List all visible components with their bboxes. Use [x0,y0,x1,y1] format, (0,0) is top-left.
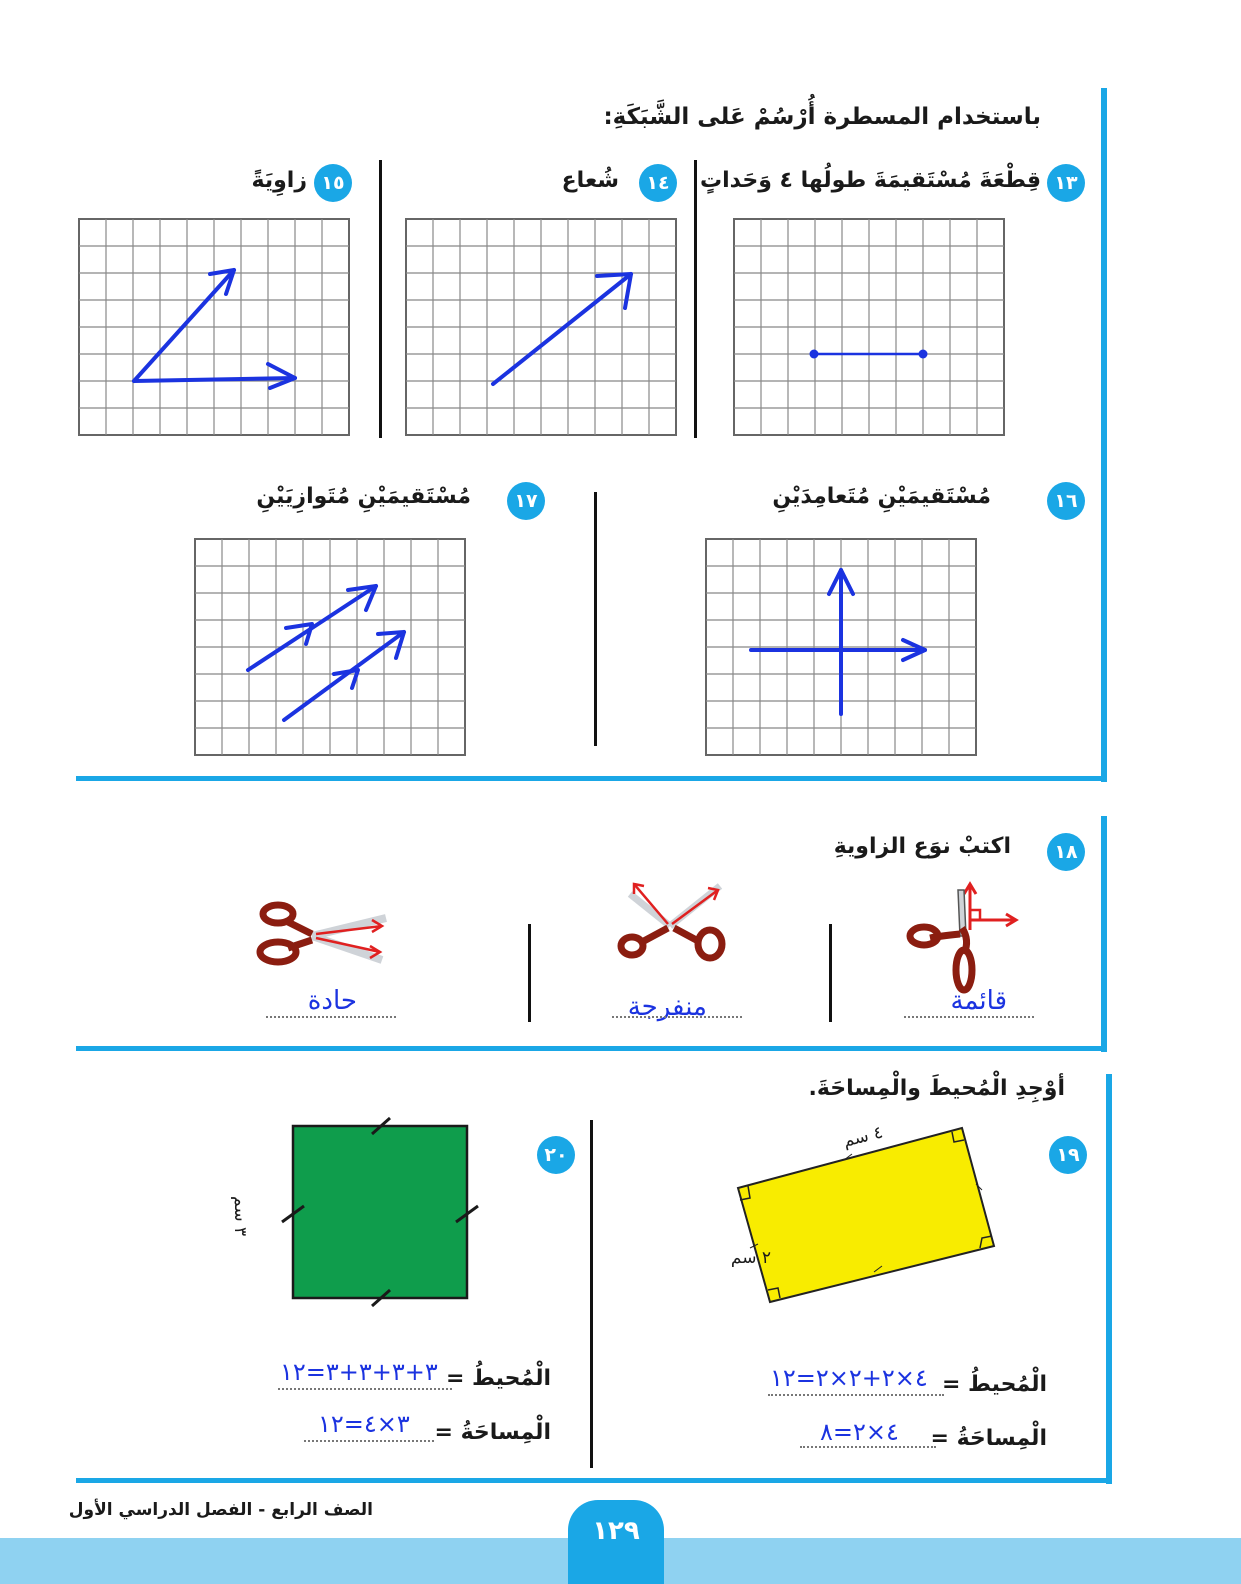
frame-right-3 [1106,1074,1112,1484]
item14-label: شُعاع [561,168,619,193]
perimeter-label-19: الْمُحيطُ = [941,1372,1047,1397]
frame-right-2 [1101,816,1107,1052]
frame-bottom-1 [76,776,1107,781]
answer-line [304,1440,434,1442]
divider [594,492,597,746]
answer-line [768,1394,944,1396]
scissors-obtuse-image [612,880,732,970]
badge-18: ١٨ [1047,833,1085,871]
badge-16: ١٦ [1047,482,1085,520]
perimeter-answer-19[interactable]: ٤×٢+٢×٢=١٢ [770,1364,928,1392]
badge-13: ١٣ [1047,164,1085,202]
yellow-rectangle [734,1124,1004,1304]
grid-15[interactable] [78,218,350,436]
answer-acute: حادة [307,986,357,1016]
grid-17[interactable] [194,538,466,756]
grid-14[interactable] [405,218,677,436]
answer-line [800,1446,936,1448]
answer-line[interactable] [904,1016,1034,1018]
perimeter-answer-20[interactable]: ٣+٣+٣+٣=١٢ [280,1358,438,1386]
answer-line [278,1388,452,1390]
frame-bottom-3 [76,1478,1112,1483]
segment-endpoint [810,350,819,359]
segment-endpoint [919,350,928,359]
page-number: ١٢٩ [592,1516,640,1546]
answer-right: قائمة [950,986,1007,1016]
area-label-20: الْمِساحَةُ = [434,1420,551,1445]
side-short-label: ٢ سم [730,1248,771,1268]
badge-15: ١٥ [314,164,352,202]
answer-line[interactable] [266,1016,396,1018]
perimeter-label-20: الْمُحيطُ = [445,1366,551,1391]
scissors-right-angle-image [900,880,1030,1000]
badge-20: ٢٠ [537,1136,575,1174]
frame-right-1 [1101,88,1107,782]
divider [528,924,531,1022]
item16-label: مُسْتَقيمَيْنِ مُتَعامِدَيْنِ [772,484,991,509]
area-label-19: الْمِساحَةُ = [930,1426,1047,1451]
green-square [286,1120,486,1320]
grid-13[interactable] [733,218,1005,436]
badge-19: ١٩ [1049,1136,1087,1174]
item17-label: مُسْتَقيمَيْنِ مُتَوازِيَيْنِ [256,484,471,509]
item15-label: زاوِيَةً [251,168,307,193]
frame-bottom-2 [76,1046,1107,1051]
area-answer-19[interactable]: ٤×٢=٨ [820,1418,899,1446]
side-long-label: ٤ سم [841,1122,885,1152]
divider [379,160,382,438]
answer-line[interactable] [612,1016,742,1018]
divider [694,160,697,438]
badge-14: ١٤ [639,164,677,202]
footer-book-title: الصف الرابع - الفصل الدراسي الأول [68,1500,373,1520]
area-answer-20[interactable]: ٣×٤=١٢ [318,1410,410,1438]
answer-obtuse: منفرجة [627,992,707,1022]
section1-instruction: باستخدام المسطرة أُرْسُمْ عَلى الشَّبَكَةِ: [603,104,1041,130]
section2-instruction: اكتبْ نوَع الزاويةِ [833,834,1011,859]
divider [829,924,832,1022]
divider [590,1120,593,1468]
section3-instruction: أوْجِدِ الْمُحيطَ والْمِساحَةَ. [808,1076,1065,1101]
badge-17: ١٧ [507,482,545,520]
scissors-acute-image [250,894,390,974]
square-side-label: ٣ سم [230,1196,250,1237]
item13-label: قِطْعَةَ مُسْتَقيمَةَ طولُها ٤ وَحَداتٍ [699,168,1041,193]
grid-16[interactable] [705,538,977,756]
